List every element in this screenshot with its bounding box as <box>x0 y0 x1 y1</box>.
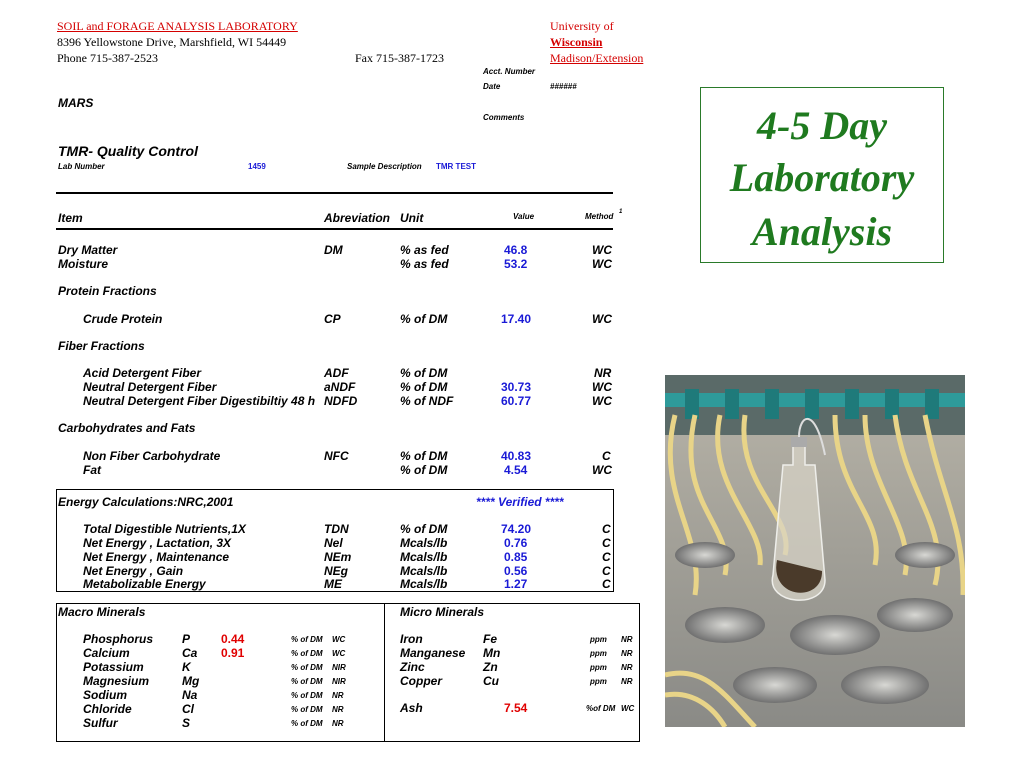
mineral-symbol: Mn <box>483 646 501 660</box>
row-method: C <box>602 449 611 463</box>
row-abbr: NFC <box>324 449 349 463</box>
col-unit: Unit <box>400 211 424 225</box>
section-heading-carbs: Carbohydrates and Fats <box>58 421 196 435</box>
macro-heading: Macro Minerals <box>58 605 146 619</box>
lab-fax: Fax 715-387-1723 <box>355 51 444 65</box>
mineral-unit: % of DM <box>291 649 323 658</box>
row-unit: % of NDF <box>400 394 454 408</box>
mineral-value: 7.54 <box>504 701 528 715</box>
row-method: C <box>602 564 611 578</box>
sample-description-label: Sample Description <box>347 162 422 171</box>
row-item: Net Energy , Lactation, 3X <box>83 536 232 550</box>
row-method: WC <box>592 394 612 408</box>
row-unit: Mcals/lb <box>400 564 448 578</box>
mineral-name: Zinc <box>400 660 425 674</box>
row-item: Non Fiber Carbohydrate <box>83 449 221 463</box>
row-item: Neutral Detergent Fiber Digestibiltiy 48 h <box>83 394 316 408</box>
row-item: Total Digestible Nutrients,1X <box>83 522 246 536</box>
energy-heading: Energy Calculations:NRC,2001 <box>58 495 234 509</box>
col-method: Method <box>585 212 614 221</box>
row-value: 17.40 <box>501 312 532 326</box>
mineral-name: Chloride <box>83 702 132 716</box>
row-unit: % of DM <box>400 463 448 477</box>
mineral-method: WC <box>332 649 346 658</box>
row-value: 0.85 <box>504 550 528 564</box>
row-value: 4.54 <box>504 463 528 477</box>
row-method: WC <box>592 257 612 271</box>
row-unit: % as fed <box>400 257 449 271</box>
row-method: C <box>602 536 611 550</box>
row-abbr: aNDF <box>324 380 356 394</box>
mineral-unit: % of DM <box>291 663 323 672</box>
mineral-name: Potassium <box>83 660 144 674</box>
mineral-value: 0.44 <box>221 632 245 646</box>
row-abbr: NEg <box>324 564 348 578</box>
mineral-symbol: Zn <box>483 660 498 674</box>
row-item: Net Energy , Gain <box>83 564 184 578</box>
title-line-3: Analysis <box>751 209 893 254</box>
row-abbr: DM <box>324 243 343 257</box>
mineral-symbol: S <box>182 716 191 730</box>
row-item: Fat <box>83 463 101 477</box>
mineral-method: NIR <box>332 677 346 686</box>
mineral-unit: % of DM <box>291 719 323 728</box>
mineral-symbol: Na <box>182 688 198 702</box>
mineral-name: Copper <box>400 674 442 688</box>
mineral-method: NR <box>621 663 633 672</box>
row-abbr: Nel <box>324 536 343 550</box>
mineral-name: Magnesium <box>83 674 150 688</box>
mineral-symbol: Cl <box>182 702 194 716</box>
mineral-method: WC <box>621 704 635 713</box>
row-method: C <box>602 577 611 591</box>
mineral-unit: ppm <box>590 649 607 658</box>
row-item: Acid Detergent Fiber <box>83 366 202 380</box>
mineral-method: WC <box>332 635 346 644</box>
title-line-2: Laboratory <box>729 155 915 200</box>
row-item: Metabolizable Energy <box>83 577 206 591</box>
row-method: WC <box>592 380 612 394</box>
mineral-unit: ppm <box>590 677 607 686</box>
row-unit: Mcals/lb <box>400 577 448 591</box>
row-value: 30.73 <box>501 380 532 394</box>
mineral-unit: % of DM <box>291 635 323 644</box>
sample-description-value: TMR TEST <box>436 162 476 171</box>
report-title: TMR- Quality Control <box>58 143 198 159</box>
university-line-2: Wisconsin <box>550 35 603 49</box>
comments-label: Comments <box>483 113 525 122</box>
minerals-divider <box>384 603 385 742</box>
row-method: C <box>602 522 611 536</box>
row-method: NR <box>594 366 612 380</box>
row-item: Dry Matter <box>58 243 118 257</box>
row-value: 40.83 <box>501 449 532 463</box>
mineral-method: NR <box>332 691 344 700</box>
mineral-symbol: Cu <box>483 674 499 688</box>
row-abbr: CP <box>324 312 341 326</box>
row-item: Neutral Detergent Fiber <box>83 380 217 394</box>
row-value: 0.76 <box>504 536 528 550</box>
mineral-method: NR <box>332 705 344 714</box>
mineral-unit: % of DM <box>291 705 323 714</box>
section-heading-protein: Protein Fractions <box>58 284 157 298</box>
row-unit: % of DM <box>400 449 448 463</box>
row-value: 46.8 <box>504 243 528 257</box>
mineral-name: Phosphorus <box>83 632 154 646</box>
mineral-name: Iron <box>400 632 423 646</box>
mineral-name: Ash <box>400 701 423 715</box>
lab-number-value: 1459 <box>248 162 266 171</box>
lab-number-label: Lab Number <box>58 162 105 171</box>
section-heading-fiber: Fiber Fractions <box>58 339 145 353</box>
lab-apparatus-illustration <box>665 375 965 727</box>
row-unit: % of DM <box>400 312 448 326</box>
mineral-unit: % of DM <box>291 677 323 686</box>
lab-address: 8396 Yellowstone Drive, Marshfield, WI 54449 <box>57 35 287 49</box>
row-method: WC <box>592 463 612 477</box>
row-unit: Mcals/lb <box>400 550 448 564</box>
col-abbreviation: Abreviation <box>324 211 391 225</box>
row-unit: % as fed <box>400 243 449 257</box>
lab-phone: Phone 715-387-2523 <box>57 51 158 65</box>
row-value: 0.56 <box>504 564 528 578</box>
mineral-symbol: Ca <box>182 646 198 660</box>
row-item: Crude Protein <box>83 312 163 326</box>
row-abbr: ME <box>324 577 342 591</box>
mineral-name: Manganese <box>400 646 466 660</box>
row-method: WC <box>592 312 612 326</box>
client-name: MARS <box>58 96 94 110</box>
mineral-symbol: P <box>182 632 191 646</box>
mineral-symbol: Mg <box>182 674 200 688</box>
row-method: WC <box>592 243 612 257</box>
col-method-superscript: 1 <box>619 209 623 215</box>
row-value: 74.20 <box>501 522 532 536</box>
mineral-value: 0.91 <box>221 646 245 660</box>
row-abbr: TDN <box>324 522 349 536</box>
row-method: C <box>602 550 611 564</box>
mineral-method: NR <box>621 635 633 644</box>
row-item: Moisture <box>58 257 109 271</box>
row-value: 53.2 <box>504 257 528 271</box>
mineral-name: Calcium <box>83 646 130 660</box>
row-unit: Mcals/lb <box>400 536 448 550</box>
mineral-unit: ppm <box>590 663 607 672</box>
mineral-symbol: K <box>182 660 191 674</box>
date-value: ###### <box>550 82 577 91</box>
mineral-unit: ppm <box>590 635 607 644</box>
row-abbr: NDFD <box>324 394 358 408</box>
mineral-method: NR <box>332 719 344 728</box>
mineral-method: NR <box>621 649 633 658</box>
date-label: Date <box>483 82 501 91</box>
mineral-symbol: Fe <box>483 632 498 646</box>
title-line-1: 4-5 Day <box>757 103 887 148</box>
column-divider <box>56 228 613 230</box>
row-unit: % of DM <box>400 366 448 380</box>
mineral-name: Sulfur <box>83 716 118 730</box>
lab-apparatus-photo <box>665 375 965 727</box>
university-line-3: Madison/Extension <box>550 51 644 65</box>
row-value: 60.77 <box>501 394 532 408</box>
acct-number-label: Acct. Number <box>483 67 536 76</box>
col-value: Value <box>513 212 535 221</box>
micro-heading: Micro Minerals <box>400 605 485 619</box>
title-box <box>700 87 944 263</box>
mineral-unit: % of DM <box>291 691 323 700</box>
mineral-method: NR <box>621 677 633 686</box>
header-divider <box>56 192 613 194</box>
verified-label: **** Verified **** <box>476 495 564 509</box>
row-unit: % of DM <box>400 380 448 394</box>
row-abbr: ADF <box>324 366 349 380</box>
row-unit: % of DM <box>400 522 448 536</box>
row-abbr: NEm <box>324 550 352 564</box>
lab-name: SOIL and FORAGE ANALYSIS LABORATORY <box>57 19 298 33</box>
col-item: Item <box>58 211 83 225</box>
mineral-name: Sodium <box>83 688 127 702</box>
row-item: Net Energy , Maintenance <box>83 550 230 564</box>
university-line-1: University of <box>550 19 614 33</box>
mineral-method: NIR <box>332 663 346 672</box>
mineral-unit: %of DM <box>586 704 616 713</box>
row-value: 1.27 <box>504 577 528 591</box>
